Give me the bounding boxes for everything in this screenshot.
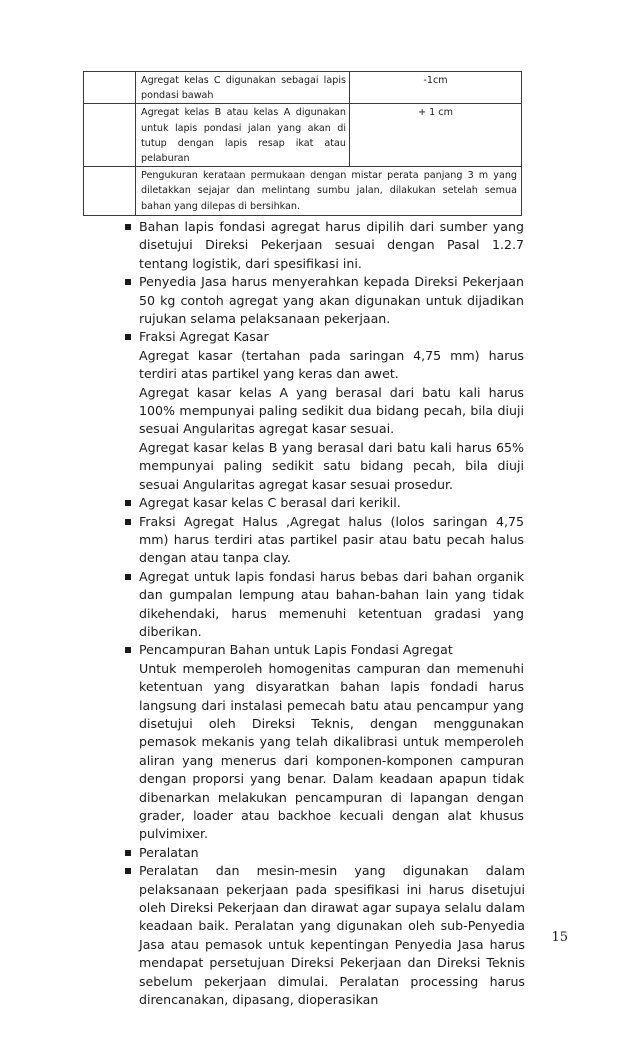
table-cell-value: -1cm (350, 72, 522, 104)
square-bullet-icon (125, 224, 131, 230)
table-cell-blank (84, 167, 136, 216)
square-bullet-icon (125, 647, 131, 653)
table-row (84, 104, 522, 167)
list-item-heading: Fraksi Agregat Kasar (139, 329, 269, 345)
square-bullet-icon (125, 334, 131, 340)
table-cell-blank (84, 72, 136, 104)
square-bullet-icon (125, 519, 131, 525)
list-item: Agregat untuk lapis fondasi harus bebas dari bahan organik dan gumpalan lempung atau bahan-bahan lain yang tidak dikehendaki, harus memenuhi ketentuan gradasi yang diberikan. (124, 568, 524, 642)
table-row-note (84, 167, 522, 216)
table-row (84, 72, 522, 104)
square-bullet-icon (125, 279, 131, 285)
square-bullet-icon (125, 850, 131, 856)
table-cell-description: Agregat kelas C digunakan sebagai lapis pondasi bawah (136, 72, 350, 104)
list-item: Peralatan (124, 844, 524, 862)
tolerance-table (83, 71, 522, 216)
table-cell-value: + 1 cm (350, 104, 522, 167)
page-number: 15 (551, 930, 568, 945)
list-item: Peralatan dan mesin-mesin yang digunakan dalam pelaksanaan pekerjaan pada spesifikasi ini harus disetujui oleh Direksi Pekerjaan dan dirawat agar supaya selalu dalam keadaan baik. Peralatan yang digunakan oleh sub-Penyedia Jasa atau pemasok untuk kepentingan Penyedia Jasa harus mendapat persetujuan Direksi Pekerjaan dan Direksi Teknis sebelum pekerjaan dimulai. Peralatan processing harus direncanakan, dipasang, dioperasikan (124, 862, 525, 1009)
list-item: Pencampuran Bahan untuk Lapis Fondasi Agregat Untuk memperoleh homogenitas campuran dan memenuhi ketentuan yang disyaratkan bahan lapis fondadi harus langsung dari instalasi pemecah batu atau pencampur yang disetujui oleh Direksi Teknis, dengan menggunakan pemasok mekanis yang telah dikalibrasi untuk memperoleh aliran yang menerus dari komponen-komponen campuran dengan proporsi yang benar. Dalam keadaan apapun tidak dibenarkan melakukan pencampuran di lapangan dengan grader, loader atau backhoe kecuali dengan alat khusus pulvimixer. (124, 641, 524, 843)
list-item: Agregat kasar kelas C berasal dari kerikil. (124, 494, 524, 512)
list-item: Bahan lapis fondasi agregat harus dipilih dari sumber yang disetujui Direksi Pekerjaan sesuai dengan Pasal 1.2.7 tentang logistik, dari spesifikasi ini. (124, 218, 524, 273)
list-item-heading: Pencampuran Bahan untuk Lapis Fondasi Agregat (139, 642, 453, 658)
list-item: Fraksi Agregat Halus ,Agregat halus (lolos saringan 4,75 mm) harus terdiri atas partikel pasir atau batu pecah halus dengan atau tanpa clay. (124, 513, 524, 568)
table-cell-blank (84, 104, 136, 167)
square-bullet-icon (125, 500, 131, 506)
table-note: Pengukuran kerataan permukaan dengan mistar perata panjang 3 m yang diletakkan sejajar dan melintang sumbu jalan, dilakukan setelah semua bahan yang dilepas di bersihkan. (136, 167, 522, 216)
bullet-list (124, 218, 524, 1009)
table-cell-description: Agregat kelas B atau kelas A digunakan untuk lapis pondasi jalan yang akan di tutup dengan lapis resap ikat atau pelaburan (136, 104, 350, 167)
list-item: Penyedia Jasa harus menyerahkan kepada Direksi Pekerjaan 50 kg contoh agregat yang akan digunakan untuk dijadikan rujukan selama pelaksanaan pekerjaan. (124, 273, 524, 328)
square-bullet-icon (125, 868, 131, 874)
square-bullet-icon (125, 574, 131, 580)
list-item: Fraksi Agregat Kasar Agregat kasar (tertahan pada saringan 4,75 mm) harus terdiri atas partikel yang keras dan awet. Agregat kasar kelas A yang berasal dari batu kali harus 100% mempunyai paling sedikit dua bidang pecah, bila diuji sesuai Angularitas agregat kasar sesuai. Agregat kasar kelas B yang berasal dari batu kali harus 65% mempunyai paling sedikit satu bidang pecah, bila diuji sesuai Angularitas agregat kasar sesuai prosedur. (124, 328, 524, 494)
